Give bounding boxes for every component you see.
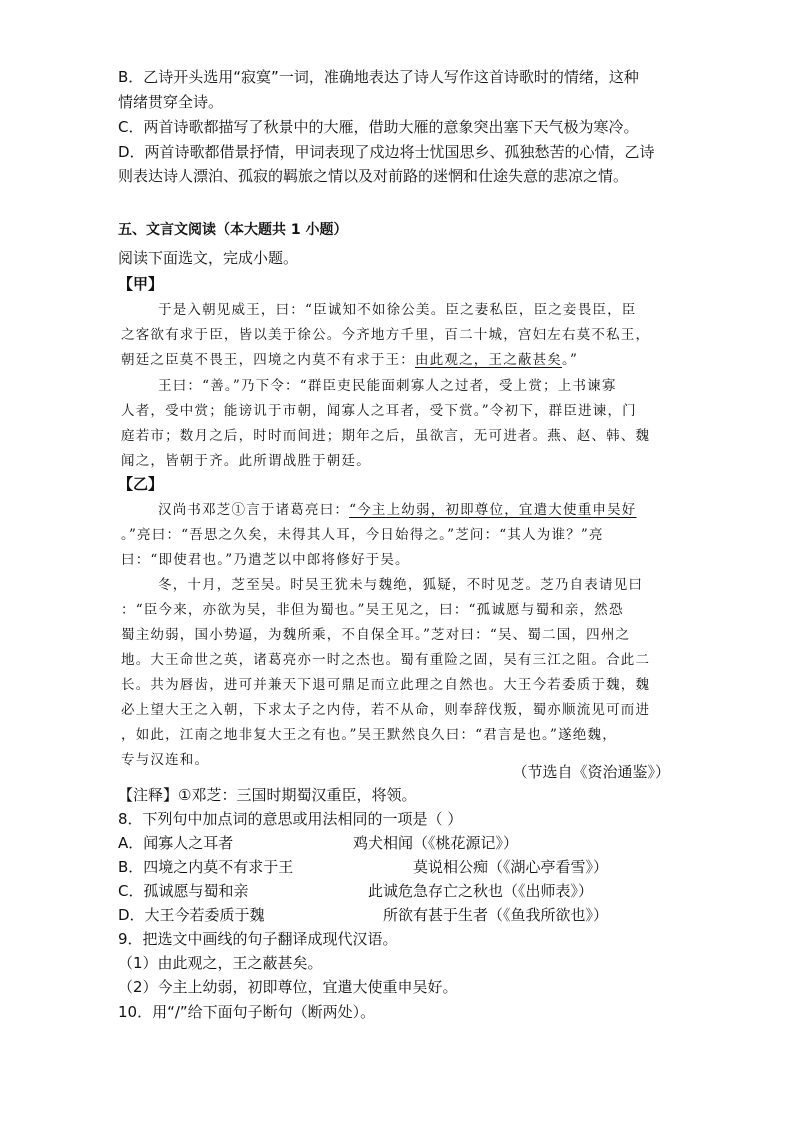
option-c-line: C．两首诗歌都描写了秋景中的大雁，借助大雁的意象突出塞下天气极为寒冷。: [118, 118, 639, 136]
yi-p2-line-2: ：“臣今来，亦欲为吴，非但为蜀也。”吴王见之，曰：“孤诚愿与蜀和亲，然恐: [121, 602, 624, 618]
q8-option-a-left: A．闻寡人之耳者: [118, 834, 234, 852]
q8-stem: 8．下列句中加点词的意思或用法相同的一项是（ ）: [118, 810, 463, 828]
option-b-line-1: B．乙诗开头选用“寂寞”一词，准确地表达了诗人写作这首诗歌时的情绪，这种: [118, 68, 639, 86]
source-citation: （节选自《资治通鉴》）: [512, 763, 670, 781]
yi-p2-line-5: 长。共为唇齿，进可并兼天下退可鼎足而立此理之自然也。大王今若委质于魏，魏: [121, 677, 651, 693]
q8-option-c-left: C．孤诚愿与蜀和亲: [118, 882, 249, 900]
yi-p2-line-6: 必上望大王之入朝，下求太子之内侍，若不从命，则奉辞伐叛，蜀亦顺流见可而进: [121, 702, 651, 718]
q8-option-c-right: 此诚危急存亡之秋也（《出师表》）: [368, 882, 594, 900]
q10-stem: 10．用“/”给下面句子断句（断两处）。: [118, 1003, 376, 1021]
q9-sentence-2: （2）今主上幼弱，初即尊位，宜遣大使重申吴好。: [118, 978, 458, 996]
yi-p1-line-1: [158, 500, 637, 520]
q8-option-b-right: 莫说相公痴（《湖心亭看雪》）: [413, 858, 609, 876]
yi-p1-line-2: 。”亮曰：“吾思之久矣，未得其人耳，今日始得之。”芝问：“其人为谁？”亮: [121, 527, 604, 543]
q8-option-a-right: 鸡犬相闻（《桃花源记》）: [353, 834, 519, 852]
yi-p1-line-3: 曰：“即使君也。”乃遣芝以中郎将修好于吴。: [121, 552, 410, 568]
jia-p2-line-4: 闻之，皆朝于齐。此所谓战胜于朝廷。: [121, 453, 371, 469]
passage-jia-label: 【甲】: [118, 275, 164, 293]
yi-p2-line-1: 冬，十月，芝至吴。时吴王犹未与魏绝，狐疑，不时见芝。芝乃自表请见曰: [158, 577, 644, 593]
yi-p2-line-4: 地。大王命世之英，诸葛亮亦一时之杰也。蜀有重险之固，吴有三江之阻。合此二: [121, 652, 651, 668]
option-d-line-2: 则表达诗人漂泊、孤寂的羁旅之情以及对前路的迷惘和仕途失意的悲凉之情。: [118, 167, 629, 185]
jia-p2-line-1: 王曰：“善。”乃下令：“群臣吏民能面刺寡人之过者，受上赏；上书谏寡: [158, 378, 617, 394]
jia-p1-line-3-text: 朝廷之臣莫不畏王，四境之内莫不有求于王：: [121, 352, 415, 368]
jia-p2-line-2: 人者，受中赏；能谤讥于市朝，闻寡人之耳者，受下赏。”令初下，群臣进谏，门: [121, 403, 637, 419]
yi-p2-line-3: 蜀主幼弱，国小势逼，为魏所乘，不自保全耳。”芝对曰：“吴、蜀二国，四州之: [121, 627, 631, 643]
yi-p1-line-1-text: 汉尚书邓芝①言于诸葛亮曰：: [158, 502, 350, 518]
yi-p2-line-7: ，如此，江南之地非复大王之有也。”吴王默然良久曰：“君言是也。”遂绝魏，: [121, 727, 617, 743]
jia-p2-line-3: 庭若市；数月之后，时时而间进；期年之后，虽欲言，无可进者。燕、赵、韩、魏: [121, 428, 651, 444]
q8-option-d-right: 所欲有甚于生者（《鱼我所欲也》）: [383, 906, 609, 924]
q8-option-b-left: B．四境之内莫不有求于王: [118, 858, 294, 876]
section-instruction: 阅读下面选文，完成小题。: [118, 249, 299, 267]
annotation-note: 【注释】①邓芝：三国时期蜀汉重臣，将领。: [118, 786, 417, 804]
yi-p2-line-8: 专与汉连和。: [121, 752, 210, 768]
jia-p1-line-3-end: 。”: [562, 352, 579, 368]
jia-p1-line-3: [121, 350, 578, 370]
passage-yi-label: 【乙】: [118, 475, 164, 493]
q9-sentence-1: （1）由此观之，王之蔽甚矣。: [118, 954, 323, 972]
underlined-sentence-2: “今主上幼弱，初即尊位，宜遣大使重申吴好: [349, 502, 637, 518]
underlined-sentence-1: 由此观之，王之蔽甚矣: [415, 352, 562, 368]
option-d-line-1: D．两首诗歌都借景抒情，甲词表现了戍边将士忧国思乡、孤独愁苦的心情，乙诗: [118, 143, 655, 161]
jia-p1-line-2: 之客欲有求于臣，皆以美于徐公。今齐地方千里，百二十城，宫妇左右莫不私王，: [121, 327, 651, 343]
jia-p1-line-1: 于是入朝见威王，曰：“臣诚知不如徐公美。臣之妻私臣，臣之妾畏臣，臣: [158, 302, 637, 318]
q8-option-d-left: D．大王今若委质于魏: [118, 906, 265, 924]
section-heading: 五、文言文阅读（本大题共 1 小题）: [118, 222, 348, 238]
q9-stem: 9．把选文中画线的句子翻译成现代汉语。: [118, 930, 398, 948]
option-b-line-2: 情绪贯穿全诗。: [118, 93, 224, 111]
